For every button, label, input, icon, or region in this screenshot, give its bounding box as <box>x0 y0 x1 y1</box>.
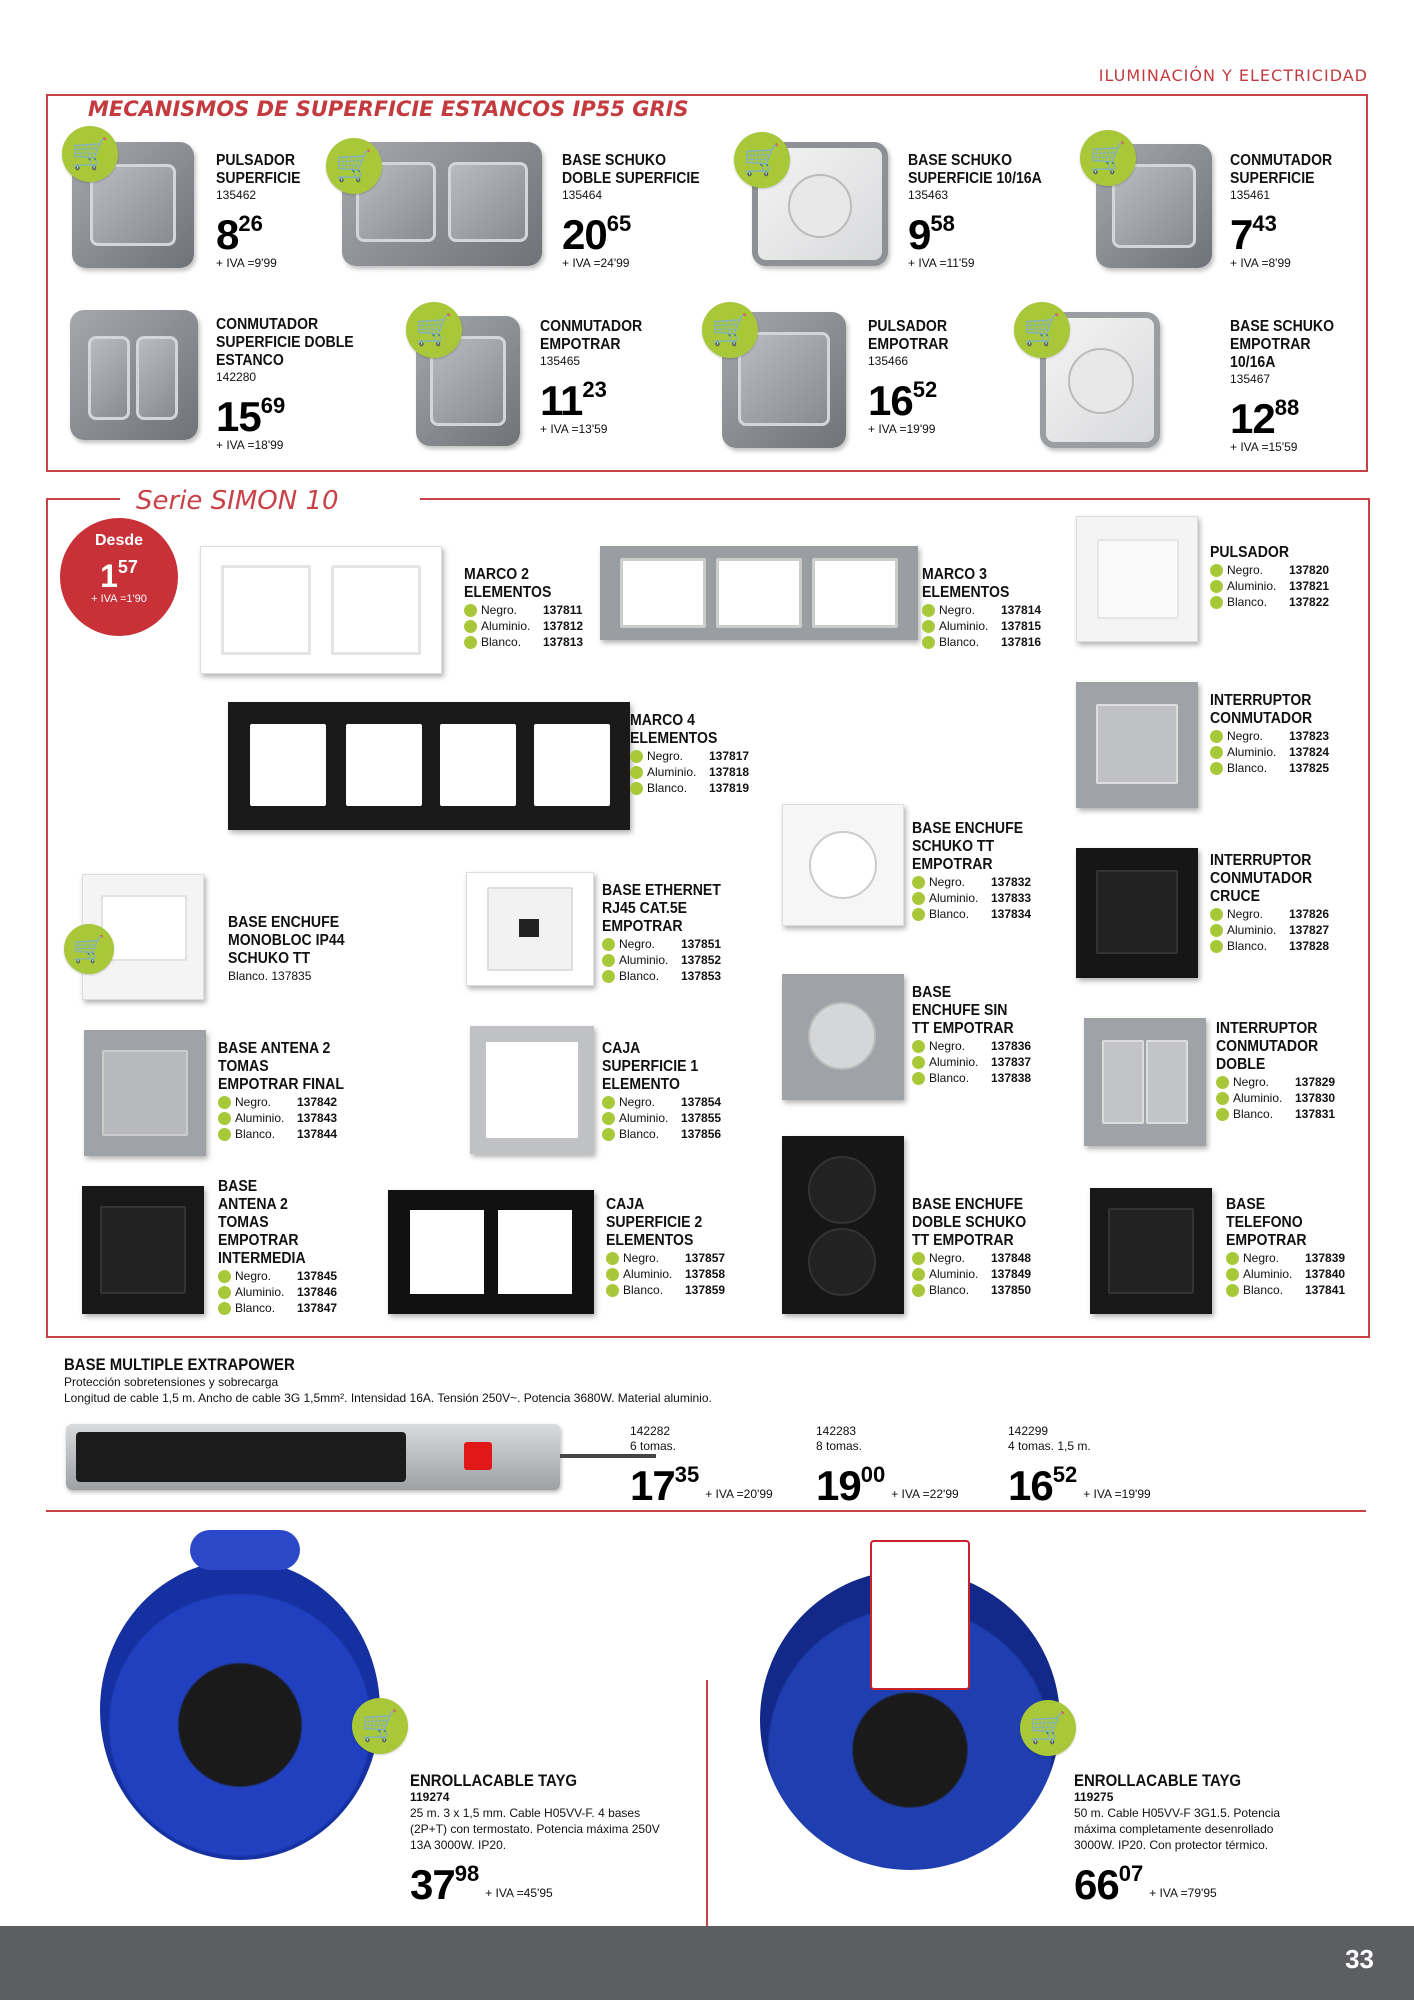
cart-icon[interactable]: 🛒 <box>352 1698 408 1754</box>
product-name: INTERRUPTOR CONMUTADOR CRUCE <box>1210 852 1313 905</box>
divider <box>46 1510 1366 1512</box>
product-card: MARCO 4 ELEMENTOS Negro. 137817 Aluminio. 137818 Blanco. 137819 <box>630 712 750 795</box>
product-name: BASE ENCHUFE DOBLE SCHUKO TT EMPOTRAR <box>912 1196 1027 1249</box>
product-name: PULSADOR EMPOTRAR <box>868 318 949 353</box>
cart-icon[interactable]: 🛒 <box>1080 130 1136 186</box>
product-card: INTERRUPTOR CONMUTADOR Negro. 137823 Aluminio. 137824 Blanco. 137825 <box>1210 692 1330 775</box>
product-iva: + IVA =8'99 <box>1230 256 1291 270</box>
product-card <box>868 318 998 436</box>
product-price: $9^{58}$ <box>908 211 955 258</box>
product-name: BASE ENCHUFE MONOBLOC IP44 SCHUKO TT <box>228 914 345 967</box>
product-name: BASE MULTIPLE EXTRAPOWER <box>64 1355 295 1374</box>
product-name: BASE ANTENA 2 TOMAS EMPOTRAR FINAL <box>218 1040 344 1093</box>
product-ref: 135462 <box>216 188 257 202</box>
product-name: PULSADOR <box>1210 544 1290 561</box>
product-image <box>782 1136 904 1314</box>
product-image <box>782 974 904 1100</box>
product-ref: Blanco. 137835 <box>228 969 312 983</box>
product-price: $7^{43}$ <box>1230 211 1277 258</box>
product-tomas: 6 tomas. <box>630 1439 677 1453</box>
product-name: ENROLLACABLE TAYG <box>410 1771 578 1790</box>
product-ref: 142280 <box>216 370 257 384</box>
product-ref: 142299 <box>1008 1424 1049 1438</box>
product-price: $15^{69}$ <box>216 393 286 440</box>
product-card <box>216 316 386 452</box>
product-iva: + IVA =20'99 <box>705 1487 773 1501</box>
product-image <box>1076 682 1198 808</box>
product-card: BASE ENCHUFE SIN TT EMPOTRAR Negro. 137836 Aluminio. 137837 Blanco. 137838 <box>912 984 1032 1085</box>
product-name: CAJA SUPERFICIE 2 ELEMENTOS <box>606 1196 703 1249</box>
product-name: BASE ETHERNET RJ45 CAT.5E EMPOTRAR <box>602 882 721 935</box>
cart-icon[interactable]: 🛒 <box>406 302 462 358</box>
product-description: 50 m. Cable H05VV-F 3G1.5. Potencia máxima completamente desenrollado 3000W. IP20. Con protector térmico. <box>1074 1806 1281 1852</box>
cart-icon[interactable]: 🛒 <box>734 132 790 188</box>
product-name: PULSADOR SUPERFICIE <box>216 152 301 187</box>
product-description: Longitud de cable 1,5 m. Ancho de cable 3G 1,5mm². Intensidad 16A. Tensión 250V~. Potencia 3680W. Material aluminio. <box>64 1391 712 1405</box>
cart-icon[interactable]: 🛒 <box>1014 302 1070 358</box>
product-image <box>190 1530 300 1570</box>
product-image <box>870 1540 970 1690</box>
product-tomas: 4 tomas. 1,5 m. <box>1008 1439 1091 1453</box>
product-ref: 135467 <box>1230 372 1271 386</box>
product-ref: 119275 <box>1074 1790 1114 1804</box>
product-description: 25 m. 3 x 1,5 mm. Cable H05VV-F. 4 bases (2P+T) con termostato. Potencia máxima 250V 13A 3000W. IP20. <box>410 1806 660 1852</box>
cart-icon[interactable]: 🛒 <box>702 302 758 358</box>
product-name: INTERRUPTOR CONMUTADOR DOBLE <box>1216 1020 1319 1073</box>
product-image <box>228 702 630 830</box>
product-name: BASE ENCHUFE SCHUKO TT EMPOTRAR <box>912 820 1024 873</box>
cart-icon[interactable]: 🛒 <box>326 138 382 194</box>
product-ref: 135463 <box>908 188 949 202</box>
estancos-title: MECANISMOS DE SUPERFICIE ESTANCOS IP55 GRIS <box>88 97 689 121</box>
product-card: CAJA SUPERFICIE 2 ELEMENTOS Negro. 137857 Aluminio. 137858 Blanco. 137859 <box>606 1196 726 1297</box>
product-price: $16^{52}$ <box>868 377 938 424</box>
product-price: $20^{65}$ <box>562 211 632 258</box>
product-name: BASE SCHUKO SUPERFICIE 10/16A <box>908 152 1042 187</box>
product-card <box>228 914 378 984</box>
product-price: $17^{35}$ <box>630 1462 700 1509</box>
product-ref: 135461 <box>1230 188 1271 202</box>
product-image <box>470 1026 594 1154</box>
cart-icon[interactable]: 🛒 <box>1020 1700 1076 1756</box>
product-price: $8^{26}$ <box>216 211 263 258</box>
product-iva: + IVA =24'99 <box>562 256 630 270</box>
product-iva: + IVA =15'59 <box>1230 440 1298 454</box>
product-card: MARCO 3 ELEMENTOS Negro. 137814 Aluminio. 137815 Blanco. 137816 <box>922 566 1042 649</box>
product-tomas: 8 tomas. <box>816 1439 863 1453</box>
variant-card <box>816 1424 959 1507</box>
product-name: ENROLLACABLE TAYG <box>1074 1771 1242 1790</box>
variant-card <box>630 1424 773 1507</box>
product-price: $37^{98}$ <box>410 1861 480 1908</box>
product-card: BASE ENCHUFE SCHUKO TT EMPOTRAR Negro. 137832 Aluminio. 137833 Blanco. 137834 <box>912 820 1032 921</box>
product-image <box>1076 516 1198 642</box>
product-iva: + IVA =18'99 <box>216 438 284 452</box>
page-number: 33 <box>1345 1944 1374 1974</box>
product-name: MARCO 4 ELEMENTOS <box>630 712 718 747</box>
product-iva: + IVA =79'95 <box>1149 1886 1217 1900</box>
product-card: BASE TELEFONO EMPOTRAR Negro. 137839 Aluminio. 137840 Blanco. 137841 <box>1226 1196 1346 1297</box>
product-ref: 135465 <box>540 354 581 368</box>
product-image <box>1084 1018 1206 1146</box>
product-name: INTERRUPTOR CONMUTADOR <box>1210 692 1313 727</box>
product-image <box>82 1186 204 1314</box>
product-card: INTERRUPTOR CONMUTADOR DOBLE Negro. 137829 Aluminio. 137830 Blanco. 137831 <box>1216 1020 1336 1121</box>
product-iva: + IVA =45'95 <box>485 1886 553 1900</box>
divider <box>706 1680 708 1926</box>
product-image <box>70 310 198 440</box>
product-name: CAJA SUPERFICIE 1 ELEMENTO <box>602 1040 699 1093</box>
product-image <box>66 1424 560 1490</box>
product-image <box>600 546 918 640</box>
product-iva: + IVA =9'99 <box>216 256 277 270</box>
cart-icon[interactable]: 🛒 <box>64 924 114 974</box>
product-card: BASE ANTENA 2 TOMAS EMPOTRAR INTERMEDIA Negro. 137845 Aluminio. 137846 Blanco. 137847 <box>218 1178 338 1315</box>
product-iva: + IVA =13'59 <box>540 422 608 436</box>
product-card: BASE ENCHUFE DOBLE SCHUKO TT EMPOTRAR Negro. 137848 Aluminio. 137849 Blanco. 137850 <box>912 1196 1052 1298</box>
product-name: BASE TELEFONO EMPOTRAR <box>1226 1196 1307 1249</box>
product-name: BASE SCHUKO DOBLE SUPERFICIE <box>562 152 700 187</box>
product-price: $11^{23}$ <box>540 377 607 424</box>
product-price: $66^{07}$ <box>1074 1861 1144 1908</box>
desde-price-badge: Desde $1^{57}$ + IVA =1'90 <box>60 518 178 636</box>
product-card: BASE ANTENA 2 TOMAS EMPOTRAR FINAL Negro. 137842 Aluminio. 137843 Blanco. 137844 <box>218 1040 368 1142</box>
product-iva: + IVA =19'99 <box>868 422 936 436</box>
product-card: INTERRUPTOR CONMUTADOR CRUCE Negro. 137826 Aluminio. 137827 Blanco. 137828 <box>1210 852 1330 953</box>
product-iva: + IVA =22'99 <box>891 1487 959 1501</box>
product-ref: 135466 <box>868 354 909 368</box>
product-name: CONMUTADOR SUPERFICIE DOBLE ESTANCO <box>216 316 354 369</box>
product-iva: + IVA =11'59 <box>908 256 975 270</box>
product-name: MARCO 2 ELEMENTOS <box>464 566 552 601</box>
product-image <box>388 1190 594 1314</box>
product-price: $16^{52}$ <box>1008 1462 1078 1509</box>
product-card: PULSADOR Negro. 137820 Aluminio. 137821 Blanco. 137822 <box>1210 544 1330 609</box>
product-name: BASE SCHUKO EMPOTRAR 10/16A <box>1230 318 1335 371</box>
product-ref: 135464 <box>562 188 603 202</box>
product-iva: + IVA =19'99 <box>1083 1487 1151 1501</box>
product-card <box>1230 152 1350 270</box>
simon-title: Serie SIMON 10 <box>120 486 355 516</box>
variant-card <box>1008 1424 1151 1507</box>
product-card <box>1230 318 1350 454</box>
product-card <box>410 1772 660 1906</box>
product-card <box>540 318 670 436</box>
product-price: $19^{00}$ <box>816 1462 886 1509</box>
product-name: MARCO 3 ELEMENTOS <box>922 566 1010 601</box>
product-card <box>908 152 1068 270</box>
section-category: ILUMINACIÓN Y ELECTRICIDAD <box>1098 66 1368 85</box>
product-name: BASE ENCHUFE SIN TT EMPOTRAR <box>912 984 1014 1037</box>
extrapower-info <box>64 1356 712 1406</box>
product-ref: 142283 <box>816 1424 857 1438</box>
product-image <box>1090 1188 1212 1314</box>
product-image <box>84 1030 206 1156</box>
cart-icon[interactable]: 🛒 <box>62 126 118 182</box>
product-ref: 119274 <box>410 1790 450 1804</box>
product-card: BASE ETHERNET RJ45 CAT.5E EMPOTRAR Negro. 137851 Aluminio. 137852 Blanco. 137853 <box>602 882 742 984</box>
product-image <box>1076 848 1198 978</box>
product-name: CONMUTADOR EMPOTRAR <box>540 318 643 353</box>
product-price: $12^{88}$ <box>1230 395 1300 442</box>
product-image <box>466 872 594 986</box>
footer-bar <box>0 1926 1414 2000</box>
product-card: MARCO 2 ELEMENTOS Negro. 137811 Aluminio. 137812 Blanco. 137813 <box>464 566 584 649</box>
product-card <box>1074 1772 1314 1906</box>
product-image <box>100 1560 380 1860</box>
product-card <box>562 152 732 270</box>
product-card: CAJA SUPERFICIE 1 ELEMENTO Negro. 137854 Aluminio. 137855 Blanco. 137856 <box>602 1040 722 1141</box>
product-ref: 142282 <box>630 1424 671 1438</box>
product-subtitle: Protección sobretensiones y sobrecarga <box>64 1375 279 1389</box>
product-image <box>200 546 442 674</box>
product-name: BASE ANTENA 2 TOMAS EMPOTRAR INTERMEDIA <box>218 1178 306 1267</box>
product-image <box>782 804 904 926</box>
product-name: CONMUTADOR SUPERFICIE <box>1230 152 1333 187</box>
